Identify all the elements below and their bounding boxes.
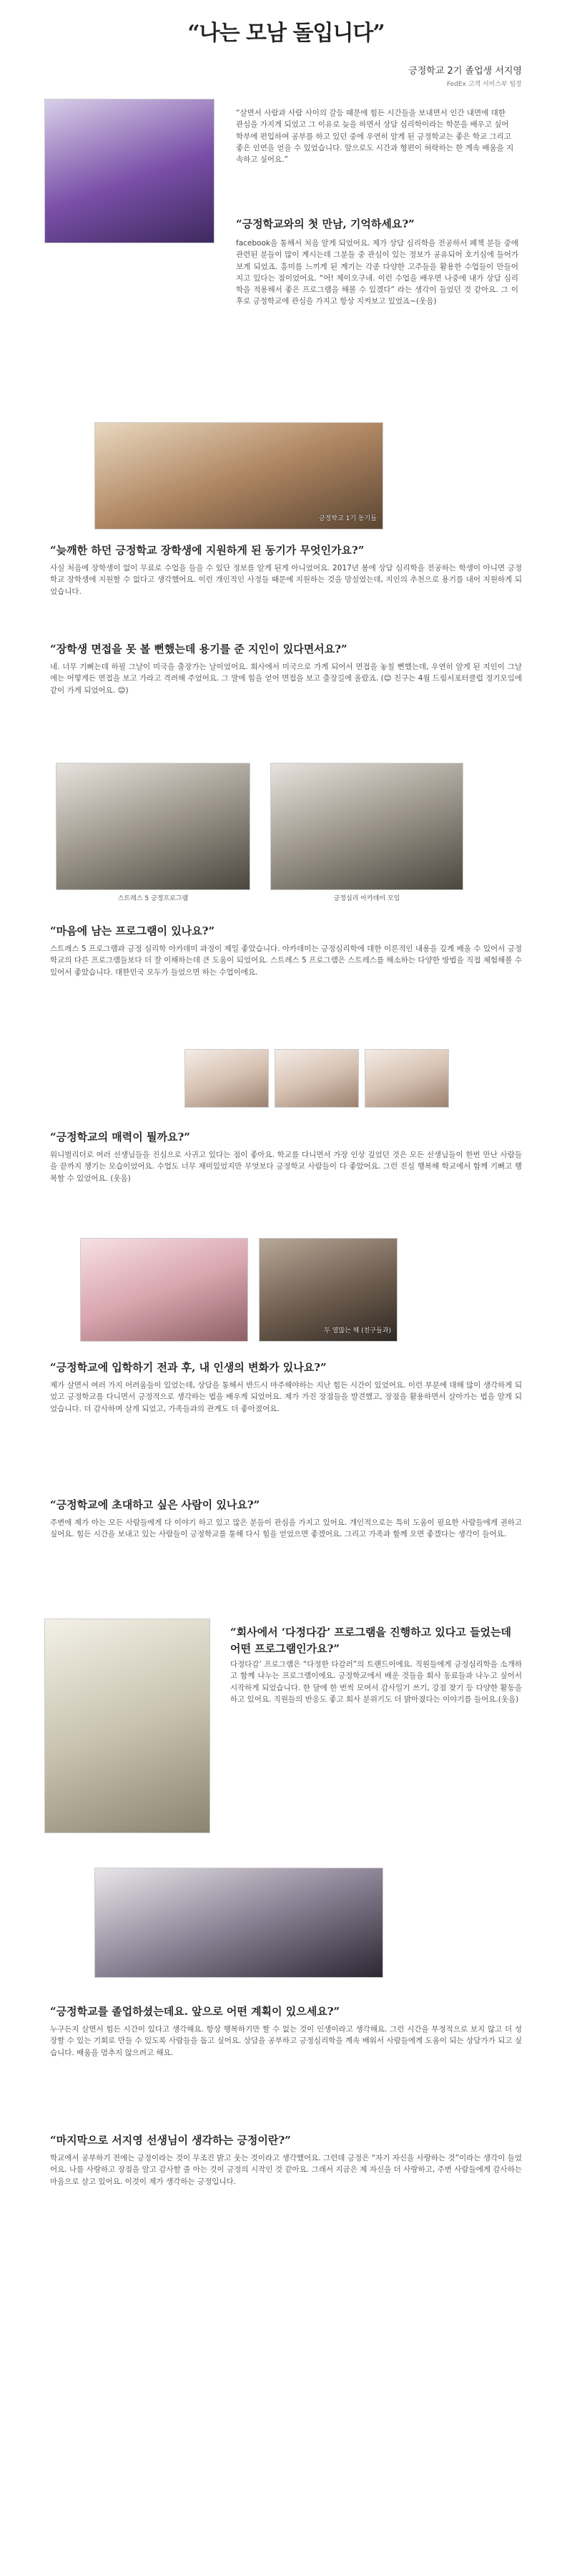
author-name: 긍정학교 2기 졸업생 서지영 bbox=[408, 66, 522, 77]
question-heading: “마지막으로 서지영 선생님이 생각하는 긍정이란?” bbox=[50, 2134, 291, 2147]
program-board-photo bbox=[44, 1619, 210, 1833]
question-heading: “긍정학교에 초대하고 싶은 사람이 있나요?” bbox=[50, 1498, 260, 1511]
question-heading: “긍정학교에 입학하기 전과 후, 내 인생의 변화가 있나요?” bbox=[50, 1361, 327, 1374]
question-heading: “긍정학교를 졸업하셨는데요. 앞으로 어떤 계획이 있으세요?” bbox=[50, 2005, 340, 2018]
photo-caption: 긍정심리 아카데미 모임 bbox=[333, 895, 400, 902]
question-heading: “긍정학교의 매력이 뭘까요?” bbox=[50, 1131, 190, 1143]
question-heading: “장학생 면접을 못 볼 뻔했는데 용기를 준 지인이 있다면서요?” bbox=[50, 643, 347, 655]
question-heading: “마음에 남는 프로그램이 있나요?” bbox=[50, 924, 215, 937]
cafe-group-photo bbox=[94, 422, 383, 530]
answer-text: 학교에서 공부하기 전에는 긍정이라는 것이 무조건 밝고 웃는 것이라고 생각했어요. 그런데 긍정은 “자기 자신을 사랑하는 것”이라는 생각이 들었어요. 나를 사랑하고 장점을 알고 감사할 줄 아는 것이 긍정의 시작인 것 같아요. 그래서 지금은 제 자신을 더 사랑하고, 주변 사람들에게 감사하는 마음으로 살고 있어요. 이것이 제가 생각하는 긍정입니다. bbox=[50, 2154, 522, 2186]
hero-portrait-photo bbox=[44, 99, 214, 243]
answer-text: 네. 너무 기뻐는데 하필 그날이 미국을 출장가는 날이었어요. 회사에서 미국으로 가게 되어서 면접을 놓칠 뻔했는데, 우연히 알게 된 지인이 그날에는 어떻게든 면접을 보고 가라고 격려해 주었어요. 그 말에 힘을 얻어 면접을 보고 출장길에 올랐죠. (😊 친구는 4월 드림서포터클럽 정기모임에 같이 가게 되었어요. 😊) bbox=[50, 663, 522, 695]
answer-text: facebook을 통해서 처음 알게 되었어요. 제가 상담 심리학을 전공하서 페책 분들 중에 관련된 분들이 많이 계시는데 그분들 중 관심이 있는 정보가 공유되어 호기심에 들어가 보게 되었죠. 흥미를 느끼게 된 계기는 각종 다양한 고주들을 활용한 수업들이 만들어지고 있다는 점이었어요. “어! 제이오구네. 이런 수업을 배우면 나중에 내가 상담 심리학을 적용해서 좋은 프로그램을 해볼 수 있겠다” 라는 생각이 들었던 것 같아요. 그 이후로 긍정학교에 관심을 가지고 항상 지켜보고 있었죠~(웃음) bbox=[236, 239, 518, 306]
answer-text: 사실 처음에 장학생이 없이 무료로 수업을 들을 수 있단 정보를 알게 된게 아니었어요. 2017년 봄에 상담 심리학을 전공하는 학생이 아니면 긍정학교 장학생에 지원할 수 없다고 생각했어요. 이런 개인적인 사정들 때문에 지원하는 것을 망설였는데, 지인의 추천으로 용기를 내어 지원하게 되었습니다. bbox=[50, 564, 522, 596]
byline bbox=[408, 64, 522, 90]
photo-caption: 긍정학교 1기 동기들 bbox=[318, 515, 377, 523]
question-heading: “늦깨한 하던 긍정학교 장학생에 지원하게 된 동기가 무엇인가요?” bbox=[50, 544, 365, 557]
stress-program-photo bbox=[56, 763, 250, 890]
question-heading: “긍정학교와의 첫 만남, 기억하세요?” bbox=[236, 218, 415, 230]
friends-night-photo bbox=[259, 1238, 398, 1342]
photo-caption: 스트레스 5 긍정프로그램 bbox=[117, 895, 189, 902]
article-title: “나는 모남 돌입니다” bbox=[187, 21, 385, 46]
friends-selfie-photo bbox=[80, 1238, 248, 1342]
author-position: FedEx 고객 서비스부 팀장 bbox=[446, 81, 522, 89]
answer-text: 다정다감’ 프로그램은 “다정한 다감러”의 트랜드이에요. 직원들에게 긍정심리학을 소개하고 함께 나누는 프로그램이에요. 긍정학교에서 배운 것들을 회사 동료들과 나누고 싶어서 시작하게 되었습니다. 한 달에 한 번씩 모여서 감사일기 쓰기, 강점 찾기 등 다양한 활동을 하고 있어요. 직원들의 반응도 좋고 회사 분위기도 더 밝아졌다는 이야기를 들어요.(웃음) bbox=[230, 1660, 522, 1704]
graduation-photo bbox=[94, 1868, 383, 1978]
answer-text: 워니벌리더로 여러 선생님들을 진심으로 사귀고 있다는 점이 좋아요. 학교를 다니면서 가장 인상 깊었던 것은 모든 선생님들이 한번 만난 사람들을 끝까지 챙기는 모습이었어요. 수업도 너무 재미있었지만 무엇보다 긍정학교 사람들이 다 좋았어요. 그런 진심 행복해 학교에서 함께 기뻐고 행복할 수 있었어요. (웃음) bbox=[50, 1151, 522, 1183]
answer-text: 스트레스 5 프로그램과 긍정 심리학 아카데미 과정이 제일 좋았습니다. 아카데미는 긍정심리학에 대한 이론적인 내용을 깊게 배울 수 있어서 긍정학교의 다른 프로그램들보다 더 잘 이해하는데 큰 도움이 되었어요. 스트레스 5 프로그램은 스트레스를 해소하는 다양한 방법을 직접 체험해볼 수 있어서 좋았습니다. 대한민국 모두가 들었으면 하는 수업이에요. bbox=[50, 945, 522, 977]
activity-photo bbox=[184, 1049, 269, 1108]
answer-text: 주변에 제가 아는 모든 사람들에게 다 이야기 하고 있고 많은 분들이 관심을 가지고 있어요. 개인적으로는 특히 도움이 필요한 사람들에게 권하고 싶어요. 힘든 시간을 보내고 있는 사람들이 긍정학교를 통해 다시 힘을 얻었으면 좋겠어요. 그리고 가족과 함께 오면 좋겠다는 생각이 들어요. bbox=[50, 1518, 522, 1539]
photo-caption: 두 열많는 해 (친구들과) bbox=[324, 1327, 391, 1335]
intro-quote: “살면서 사람과 사람 사이의 갈등 때문에 힘든 시간들을 보내면서 인간 내면에 대한 관심을 가지게 되었고 그 이유로 늦을 하면서 상담 심리학이라는 학문을 배우고 싶어 학부에 편입하여 공부를 하고 있던 중에 우연히 알게 된 긍정학교는 좋은 학교 그리고 좋은 인연을 얻을 수 있었습니다. 앞으로도 시간과 형편이 허락하는 한 계속 배움을 지속하고 싶어요.” bbox=[236, 109, 514, 165]
activity-photo bbox=[275, 1049, 359, 1108]
answer-text: 제가 살면서 여러 가지 어려움들이 있었는데, 상담을 통해서 반드시 마주해야하는 지난 힘든 시간이 있었어요. 이런 부분에 대해 많이 생각하게 되었고 긍정학교를 다니면서 긍정적으로 생각하는 법을 배우게 되었어요. 제가 가진 장점들을 발견했고, 장점을 활용하면서 살아가는 법을 알게 되었습니다. 더 감사하며 살게 되었고, 가족들과의 관계도 더 좋아졌어요. bbox=[50, 1381, 522, 1413]
question-heading: “회사에서 ‘다정다감’ 프로그램을 진행하고 있다고 들었는데 어떤 프로그램인가요?” bbox=[230, 1626, 511, 1656]
academy-photo bbox=[270, 763, 463, 890]
activity-photo bbox=[365, 1049, 449, 1108]
answer-text: 누구든지 살면서 힘든 시간이 있다고 생각해요. 항상 행복하기만 할 수 없는 것이 인생이라고 생각해요. 그런 시간을 부정적으로 보지 않고 더 성장할 수 있는 기회로 만들 수 있도록 사람들을 돕고 싶어요. 상담을 공부하고 긍정심리학을 계속 배워서 사람들에게 도움이 되는 상담가가 되고 싶습니다. 배움을 멈추지 않으려고 해요. bbox=[50, 2025, 522, 2057]
